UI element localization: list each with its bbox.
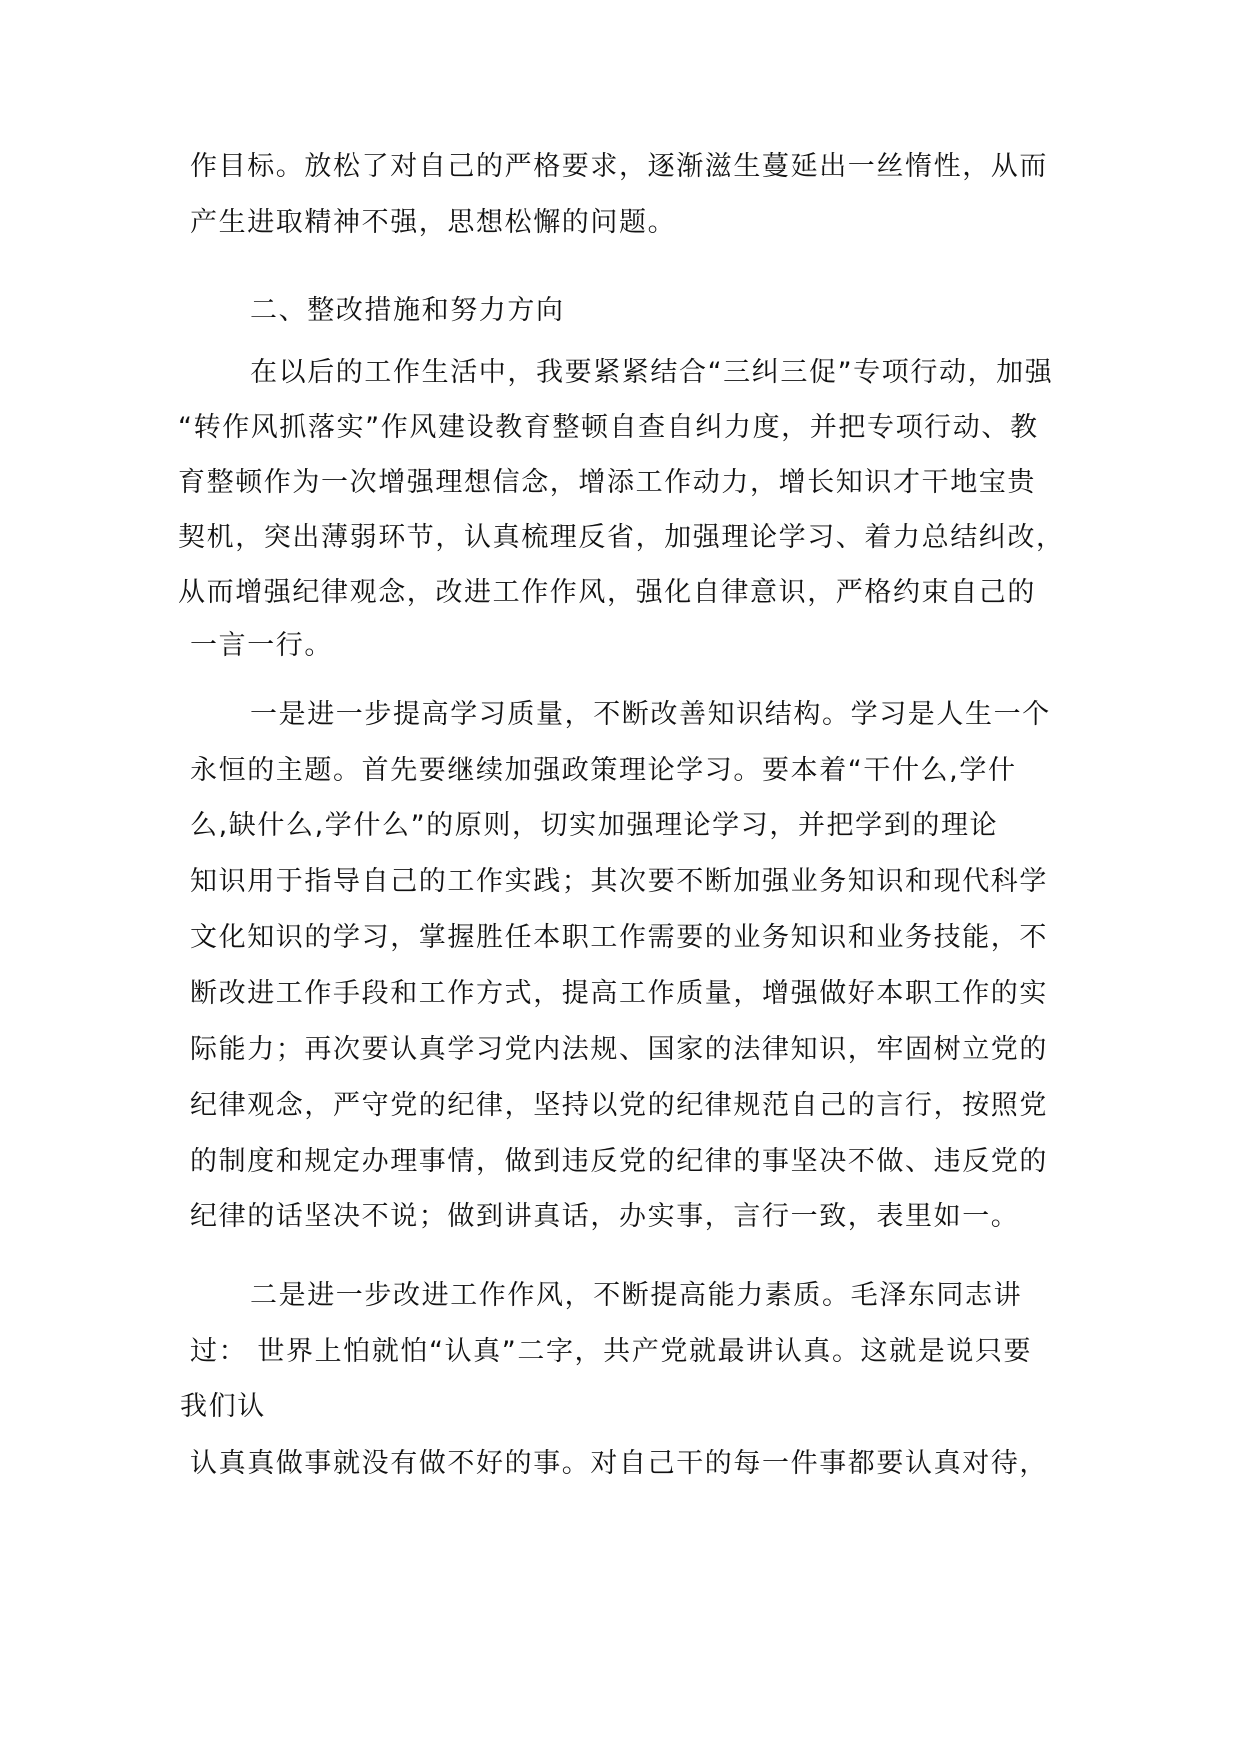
text-line: 文化知识的学习，掌握胜任本职工作需要的业务知识和业务技能，不 bbox=[190, 922, 1048, 953]
text-line: 我们认 bbox=[180, 1391, 266, 1422]
section-heading: 二、整改措施和努力方向 bbox=[250, 295, 565, 326]
text-line: 么,缺什么,学什么”的原则，切实加强理论学习，并把学到的理论 bbox=[190, 810, 999, 841]
text-line: 二是进一步改进工作作风，不断提高能力素质。毛泽东同志讲 bbox=[250, 1280, 1023, 1311]
text-line: 知识用于指导自己的工作实践；其次要不断加强业务知识和现代科学 bbox=[190, 866, 1048, 897]
text-line: 产生进取精神不强，思想松懈的问题。 bbox=[190, 207, 677, 238]
text-line: 一言一行。 bbox=[190, 630, 333, 661]
text-line: 认真真做事就没有做不好的事。对自己干的每一件事都要认真对待， bbox=[190, 1448, 1048, 1479]
text-line: 作目标。放松了对自己的严格要求，逐渐滋生蔓延出一丝惰性，从而 bbox=[190, 151, 1048, 182]
text-line: 断改进工作手段和工作方式，提高工作质量，增强做好本职工作的实 bbox=[190, 978, 1048, 1009]
text-line: 从而增强纪律观念，改进工作作风，强化自律意识，严格约束自己的 bbox=[178, 577, 1036, 608]
text-line: 育整顿作为一次增强理想信念，增添工作动力，增长知识才干地宝贵 bbox=[178, 467, 1036, 498]
text-line: 永恒的主题。首先要继续加强政策理论学习。要本着“干什么,学什 bbox=[190, 755, 1017, 786]
text-line: 纪律的话坚决不说；做到讲真话，办实事，言行一致，表里如一。 bbox=[190, 1201, 1020, 1232]
text-line: 纪律观念，严守党的纪律，坚持以党的纪律规范自己的言行，按照党 bbox=[190, 1090, 1048, 1121]
text-line: 一是进一步提高学习质量，不断改善知识结构。学习是人生一个 bbox=[250, 699, 1051, 730]
text-line: 在以后的工作生活中，我要紧紧结合“三纠三促”专项行动，加强 bbox=[250, 357, 1054, 388]
text-line: 契机，突出薄弱环节，认真梳理反省，加强理论学习、着力总结纠改， bbox=[178, 522, 1065, 553]
text-line: 过： 世界上怕就怕“认真”二字，共产党就最讲认真。这就是说只要 bbox=[190, 1336, 1033, 1367]
text-line: 际能力；再次要认真学习党内法规、国家的法律知识，牢固树立党的 bbox=[190, 1034, 1048, 1065]
text-line: “转作风抓落实”作风建设教育整顿自查自纠力度，并把专项行动、教 bbox=[178, 412, 1039, 443]
text-line: 的制度和规定办理事情，做到违反党的纪律的事坚决不做、违反党的 bbox=[190, 1146, 1048, 1177]
